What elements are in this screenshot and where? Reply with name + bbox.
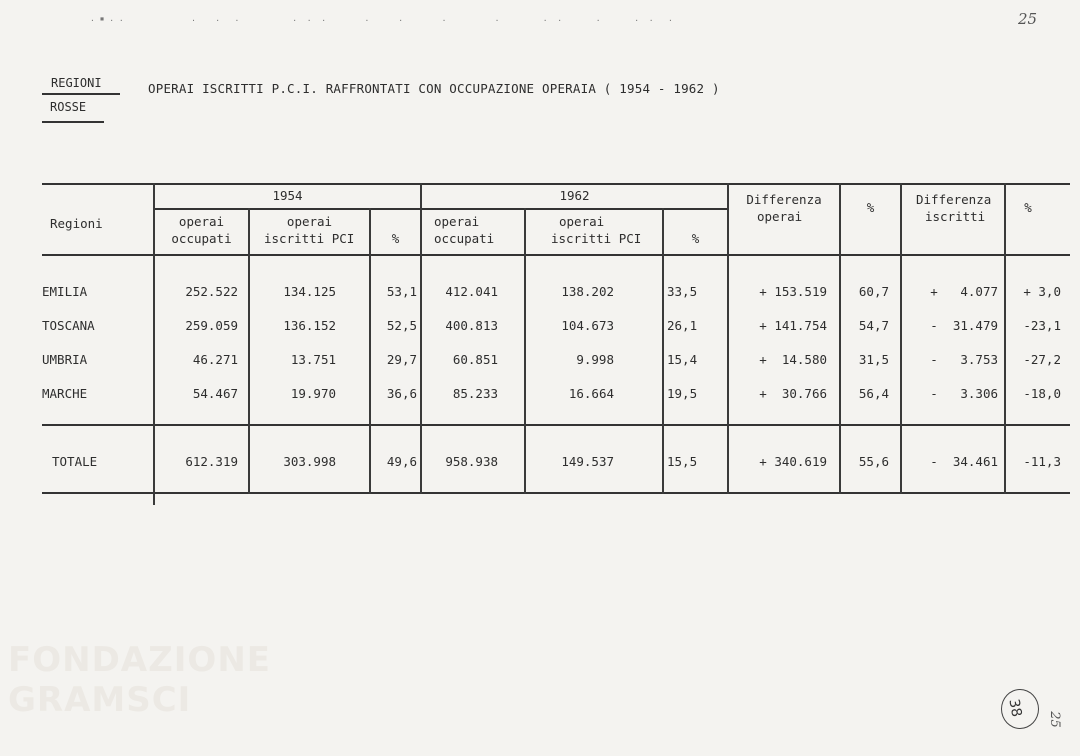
cell-isc62: 138.202 — [561, 284, 614, 299]
col-divider — [839, 183, 841, 494]
cell-diff-iscritti: - 31.479 — [930, 318, 998, 333]
cell-diff-operai: + 153.519 — [759, 284, 827, 299]
header-percent: % — [691, 231, 700, 246]
cell-pct-iscritti: -23,1 — [1023, 318, 1061, 333]
region-label-line1: REGIONI — [51, 76, 102, 90]
total-label: TOTALE — [52, 454, 98, 469]
cell-pct-iscritti: -18,0 — [1023, 386, 1061, 401]
cell-occ62: 60.851 — [452, 352, 498, 367]
watermark-logo — [8, 640, 271, 720]
header-diff-iscritti: iscritti — [925, 209, 986, 224]
region-name: UMBRIA — [42, 352, 88, 367]
header-iscritti-pci: iscritti PCI — [264, 231, 355, 246]
side-page-number: 25 — [1046, 711, 1062, 728]
cell-diff-operai: + 340.619 — [759, 454, 827, 469]
header-occupati: occupati — [434, 231, 495, 246]
cell-pct-operai: 31,5 — [858, 352, 889, 367]
cell-diff-operai: + 30.766 — [759, 386, 827, 401]
table-top-rule — [42, 183, 1070, 185]
cell-isc54: 303.998 — [283, 454, 336, 469]
cell-pct62: 15,4 — [667, 352, 698, 367]
cell-isc54: 136.152 — [283, 318, 336, 333]
header-regioni: Regioni — [50, 216, 103, 231]
header-operai: operai — [286, 214, 333, 229]
cell-occ54: 252.522 — [185, 284, 238, 299]
header-year-1962: 1962 — [559, 188, 590, 203]
cell-diff-iscritti: - 34.461 — [930, 454, 998, 469]
cell-pct-operai: 55,6 — [858, 454, 889, 469]
page-title: OPERAI ISCRITTI P.C.I. RAFFRONTATI CON OCCUPAZIONE OPERAIA ( 1954 - 1962 ) — [148, 81, 720, 96]
cell-diff-operai: + 141.754 — [759, 318, 827, 333]
header-operai: operai — [559, 214, 605, 229]
cell-occ62: 958.938 — [445, 454, 498, 469]
header-percent: % — [1024, 200, 1032, 215]
region-name: MARCHE — [42, 386, 88, 401]
cell-pct62: 15,5 — [667, 454, 698, 469]
col-divider — [900, 183, 902, 494]
col-divider — [524, 208, 526, 494]
header-percent: % — [391, 231, 400, 246]
speck-marks: . ▪ . . . . . . . . . . . . . . . . . . — [90, 14, 673, 23]
cell-pct-operai: 54,7 — [858, 318, 889, 333]
cell-occ62: 412.041 — [445, 284, 498, 299]
cell-isc62: 16.664 — [568, 386, 614, 401]
cell-pct-iscritti: -27,2 — [1023, 352, 1061, 367]
subheader-rule — [155, 208, 728, 210]
underline — [42, 93, 120, 95]
cell-diff-iscritti: - 3.306 — [930, 386, 998, 401]
cell-isc54: 19.970 — [290, 386, 336, 401]
cell-occ62: 85.233 — [452, 386, 498, 401]
cell-occ54: 612.319 — [185, 454, 238, 469]
region-name: TOSCANA — [42, 318, 95, 333]
cell-pct-operai: 60,7 — [858, 284, 889, 299]
cell-diff-iscritti: + 4.077 — [930, 284, 998, 299]
page-number: 25 — [1018, 10, 1038, 28]
cell-isc62: 149.537 — [561, 454, 614, 469]
cell-pct-iscritti: -11,3 — [1023, 454, 1061, 469]
cell-isc62: 104.673 — [561, 318, 614, 333]
region-name: EMILIA — [42, 284, 88, 299]
cell-occ62: 400.813 — [445, 318, 498, 333]
col-divider — [662, 208, 664, 494]
cell-pct-operai: 56,4 — [858, 386, 889, 401]
cell-pct54: 49,6 — [386, 454, 417, 469]
header-differenza: Differenza — [746, 192, 822, 207]
header-bottom-rule — [42, 254, 1070, 256]
header-diff-operai: operai — [757, 209, 803, 224]
header-occupati: occupati — [171, 231, 232, 246]
cell-isc62: 9.998 — [576, 352, 614, 367]
cell-pct62: 19,5 — [667, 386, 698, 401]
cell-pct62: 26,1 — [667, 318, 698, 333]
col-divider — [727, 183, 729, 494]
header-percent: % — [866, 200, 875, 215]
table-bottom-rule — [42, 492, 1070, 494]
col-divider — [369, 208, 371, 494]
col-divider — [420, 183, 422, 494]
stamp-number: 38 — [1005, 697, 1025, 719]
cell-diff-operai: + 14.580 — [759, 352, 827, 367]
cell-occ54: 46.271 — [192, 352, 238, 367]
total-top-rule — [42, 424, 1070, 426]
watermark-line2: GRAMSCI — [8, 680, 192, 720]
underline — [42, 121, 104, 123]
cell-occ54: 259.059 — [185, 318, 238, 333]
header-iscritti-pci: iscritti PCI — [551, 231, 642, 246]
cell-pct54: 29,7 — [386, 352, 417, 367]
cell-isc54: 13.751 — [290, 352, 336, 367]
cell-pct54: 52,5 — [386, 318, 417, 333]
header-operai: operai — [178, 214, 225, 229]
cell-diff-iscritti: - 3.753 — [930, 352, 998, 367]
col-divider — [248, 208, 250, 494]
header-differenza: Differenza — [916, 192, 992, 207]
cell-pct62: 33,5 — [667, 284, 698, 299]
cell-pct54: 36,6 — [386, 386, 417, 401]
col-divider — [1004, 183, 1006, 494]
header-year-1954: 1954 — [272, 188, 303, 203]
cell-isc54: 134.125 — [283, 284, 336, 299]
region-label-line2: ROSSE — [50, 100, 87, 114]
cell-occ54: 54.467 — [192, 386, 238, 401]
cell-pct-iscritti: + 3,0 — [1023, 284, 1061, 299]
watermark-line1: FONDAZIONE — [8, 640, 272, 680]
header-operai: operai — [434, 214, 480, 229]
cell-pct54: 53,1 — [386, 284, 417, 299]
